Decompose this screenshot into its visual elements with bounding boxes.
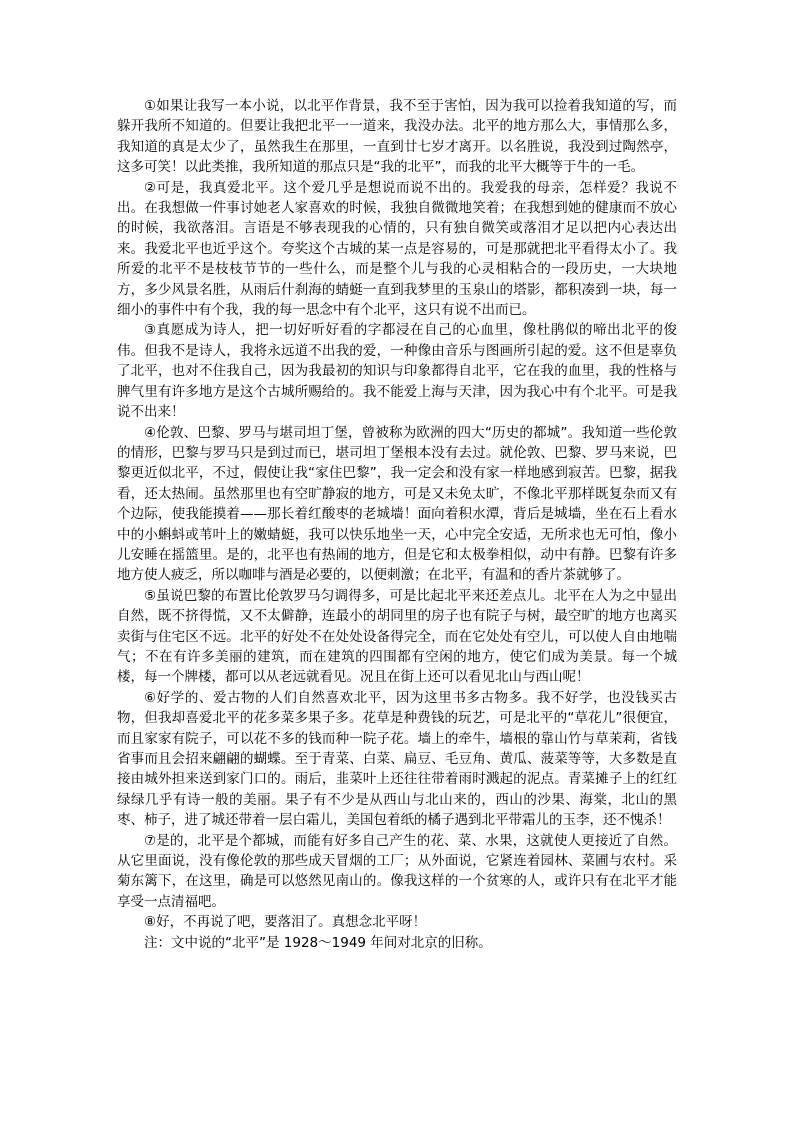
paragraph-2: ②可是，我真爱北平。这个爱几乎是想说而说不出的。我爱我的母亲，怎样爱？我说不出。在我想做一件事讨她老人家喜欢的时候，我独自微微地笑着；在我想到她的健康而不放心的时候，我欲落泪。言语是不够表现我的心情的，只有独自微笑或落泪才足以把内心表达出来。我爱北平也近乎这个。夸奖这个古城的某一点是容易的，可是那就把北平看得太小了。我所爱的北平不是枝枝节节的一些什么，而是整个儿与我的心灵相粘合的一段历史，一大块地方，多少风景名胜，从雨后什刹海的蜻蜓一直到我梦里的玉泉山的塔影，都积凑到一块，每一细小的事件中有个我，我的每一思念中有个北平，这只有说不出而已。 — [117, 179, 677, 319]
paragraph-5: ⑤虽说巴黎的布置比伦敦罗马匀调得多，可是比起北平来还差点儿。北平在人为之中显出自然，既不挤得慌，又不太僻静，连最小的胡同里的房子也有院子与树，最空旷的地方也离买卖街与住宅区不远。北平的好处不在处处设备得完全，而在它处处有空儿，可以使人自由地喘气；不在有许多美丽的建筑，而在建筑的四围都有空闲的地方，使它们成为美景。每一个城楼，每一个牌楼，都可以从老远就看见。况且在街上还可以看见北山与西山呢！ — [117, 587, 677, 686]
paragraph-1: ①如果让我写一本小说，以北平作背景，我不至于害怕，因为我可以捡着我知道的写，而躲开我所不知道的。但要让我把北平一一道来，我没办法。北平的地方那么大，事情那么多，我知道的真是太少了，虽然我生在那里，一直到廿七岁才离开。以名胜说，我没到过陶然亭，这多可笑！以此类推，我所知道的那点只是“我的北平”，而我的北平大概等于牛的一毛。 — [117, 98, 677, 176]
paragraph-6: ⑥好学的、爱古物的人们自然喜欢北平，因为这里书多古物多。我不好学，也没钱买古物，但我却喜爱北平的花多菜多果子多。花草是种费钱的玩艺，可是北平的“草花儿”很便宜，而且家家有院子，可以花不多的钱而种一院子花。墙上的牵牛，墙根的靠山竹与草茉莉，省钱省事而且会招来翩翩的蝴蝶。至于青菜、白菜、扁豆、毛豆角、黄瓜、菠菜等等，大多数是直接由城外担来送到家门口的。雨后，韭菜叶上还往往带着雨时溅起的泥点。青菜摊子上的红红绿绿几乎有诗一般的美丽。果子有不少是从西山与北山来的，西山的沙果、海棠，北山的黑枣、柿子，进了城还带着一层白霜儿，美国包着纸的橘子遇到北平带霜儿的玉李，还不愧杀！ — [117, 689, 677, 829]
paragraph-4: ④伦敦、巴黎、罗马与堪司坦丁堡，曾被称为欧洲的四大“历史的都城”。我知道一些伦敦的情形，巴黎与罗马只是到过而已，堪司坦丁堡根本没有去过。就伦敦、巴黎、罗马来说，巴黎更近似北平，不过，假使让我“家住巴黎”，我一定会和没有家一样地感到寂苦。巴黎，据我看，还太热闹。虽然那里也有空旷静寂的地方，可是又未免太旷，不像北平那样既复杂而又有个边际，使我能摸着——那长着红酸枣的老城墙！面向着积水潭，背后是城墙，坐在石上看水中的小蝌蚪或苇叶上的嫩蜻蜓，我可以快乐地坐一天，心中完全安适，无所求也无可怕，像小儿安睡在摇篮里。是的，北平也有热闹的地方，但是它和太极拳相似，动中有静。巴黎有许多地方使人疲乏，所以咖啡与酒是必要的，以便刺激；在北平，有温和的香片茶就够了。 — [117, 424, 677, 584]
paragraph-7: ⑦是的，北平是个都城，而能有好多自己产生的花、菜、水果，这就使人更接近了自然。从它里面说，没有像伦敦的那些成天冒烟的工厂；从外面说，它紧连着园林、菜圃与农村。采菊东篱下，在这里，确是可以悠然见南山的。像我这样的一个贫寒的人，或许只有在北平才能享受一点清福吧。 — [117, 832, 677, 910]
article-body — [117, 96, 677, 953]
footnote: 注：文中说的“北平”是 1928～1949 年间对北京的旧称。 — [144, 934, 492, 951]
paragraph-3: ③真愿成为诗人，把一切好听好看的字都浸在自己的心血里，像杜鹃似的啼出北平的俊伟。但我不是诗人，我将永远道不出我的爱，一种像由音乐与图画所引起的爱。这不但是辜负了北平，也对不住我自己，因为我最初的知识与印象都得自北平，它在我的血里，我的性格与脾气里有许多地方是这个古城所赐给的。我不能爱上海与天津，因为我心中有个北平。可是我说不出来！ — [117, 322, 677, 421]
paragraph-8: ⑧好，不再说了吧，要落泪了。真想念北平呀！ — [144, 914, 427, 931]
